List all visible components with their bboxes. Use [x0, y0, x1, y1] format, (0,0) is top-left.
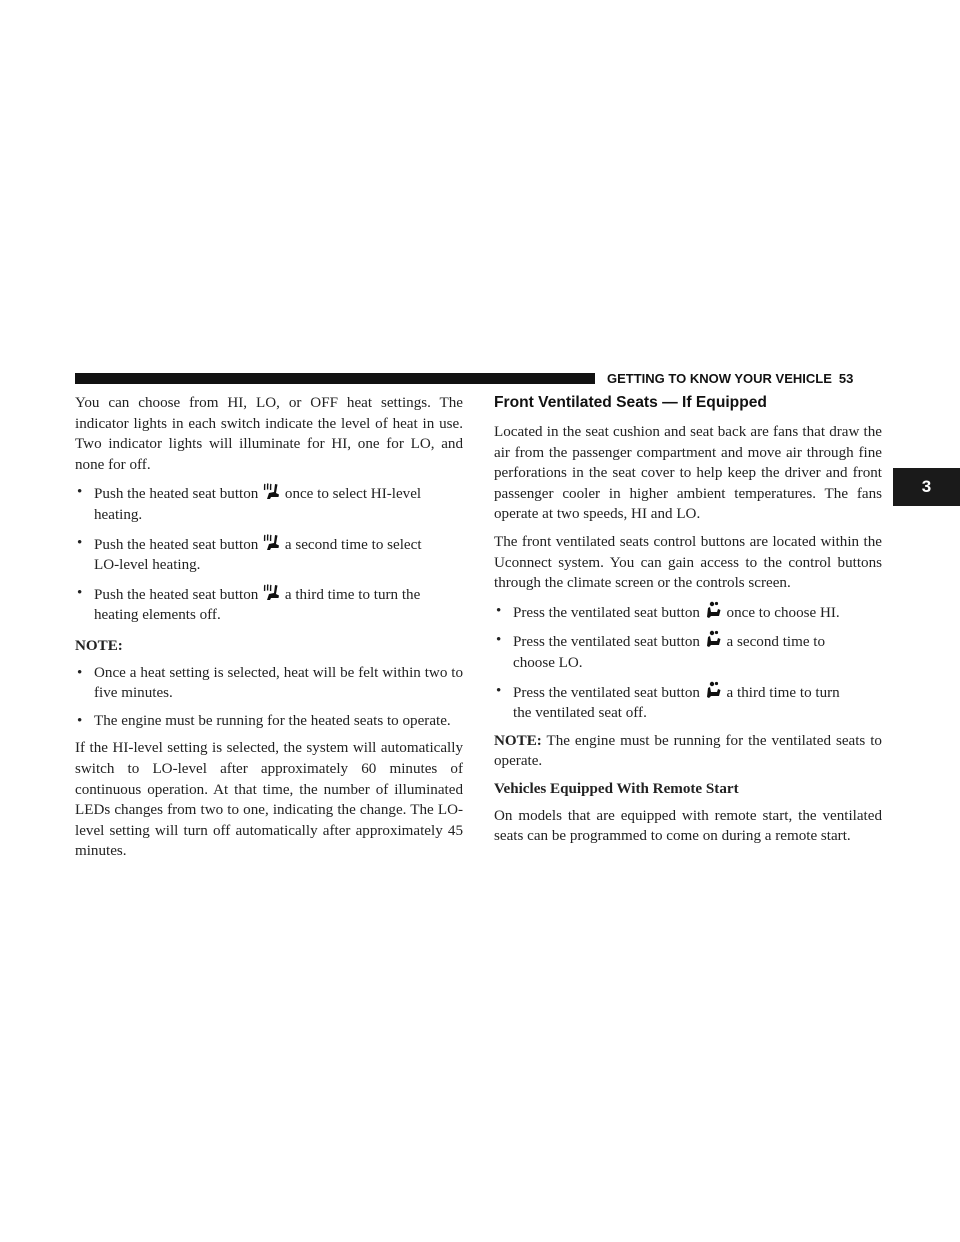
ventilated-seat-icon [705, 681, 722, 699]
heated-seat-icon [263, 533, 280, 551]
heated-bullet-3: • Push the heated seat button a third time to turn the heating elements off. [75, 583, 463, 626]
note-label: NOTE: [75, 637, 123, 654]
bullet-text: once to select HI-level [284, 486, 422, 503]
bullet-text: the ventilated seat off. [513, 705, 647, 722]
ventilated-seat-icon [705, 630, 722, 648]
right-column [494, 393, 882, 854]
page-number: 53 [838, 371, 854, 386]
bullet-text: a third time to turn the [284, 586, 421, 603]
heated-bullet-1: • Push the heated seat button once to select HI-level heating. [75, 482, 463, 525]
closing-paragraph: If the HI-level setting is selected, the system will automatically switch to LO-level after approximately 60 minutes of continuous operation. At that time, the number of illuminated LEDs changes from two to one, indicating the change. The LO-level setting will turn off automatically after approximately 45 minutes. [75, 740, 463, 860]
section-heading: Front Ventilated Seats — If Equipped [494, 394, 767, 411]
heated-seat-icon [263, 482, 280, 500]
bullet-text: Press the ventilated seat button [513, 634, 700, 651]
bullet-text: LO-level heating. [94, 557, 201, 574]
bullet-text: Press the ventilated seat button [513, 684, 700, 701]
bullet-text: heating. [94, 506, 143, 523]
bullet-text: Push the heated seat button [94, 586, 259, 603]
chapter-tab: 3 [893, 468, 960, 506]
page-header [75, 371, 960, 387]
ventilated-bullet-3: • Press the ventilated seat button a third time to turn the ventilated seat off. [494, 681, 882, 724]
bullet-text: The engine must be running for the heated seats to operate. [94, 712, 451, 729]
bullet-text: once to choose HI. [726, 604, 840, 621]
remote-start-paragraph: On models that are equipped with remote start, the ventilated seats can be programmed to come on during a remote start. [494, 807, 882, 845]
note-bullet-2: • The engine must be running for the heated seats to operate. [77, 712, 451, 729]
remote-start-subheading: Vehicles Equipped With Remote Start [494, 780, 739, 797]
intro-paragraph: You can choose from HI, LO, or OFF heat settings. The indicator lights in each switch indicate the level of heat in use. Two indicator lights will illuminate for HI, one for LO, and none for off. [75, 395, 463, 473]
ventilated-bullet-2: • Press the ventilated seat button a second time to choose LO. [494, 630, 882, 673]
ventilated-paragraph-2: The front ventilated seats control buttons are located within the Uconnect system. You can gain access to the control buttons through the climate screen or the controls screen. [494, 533, 882, 592]
header-rule [75, 373, 595, 384]
ventilated-bullet-1: • Press the ventilated seat button once to choose HI. [496, 602, 840, 621]
bullet-text: choose LO. [513, 654, 583, 671]
ventilated-paragraph-1: Located in the seat cushion and seat back are fans that draw the air from the passenger compartment and move air through fine perforations in the seat cover to help keep the driver and front passenger cooler in higher ambient temperatures. The fans operate at two speeds, HI and LO. [494, 424, 882, 523]
bullet-text: a second time to select [284, 536, 422, 553]
note-label: NOTE: [494, 732, 542, 749]
left-column [75, 393, 463, 869]
ventilated-seat-icon [705, 601, 722, 619]
ventilated-note [494, 731, 882, 772]
header-text [607, 371, 853, 387]
bullet-text: Push the heated seat button [94, 486, 259, 503]
bullet-text: Press the ventilated seat button [513, 604, 700, 621]
bullet-text: heating elements off. [94, 607, 221, 624]
bullet-text: Once a heat setting is selected, heat will be felt within two to five minutes. [94, 664, 463, 702]
heated-seat-icon [263, 583, 280, 601]
bullet-text: a second time to [726, 634, 826, 651]
heated-bullet-2: • Push the heated seat button a second time to select LO-level heating. [75, 533, 463, 576]
note-text: The engine must be running for the ventilated seats to operate. [494, 732, 882, 770]
note-bullet-1: • Once a heat setting is selected, heat will be felt within two to five minutes. [77, 664, 463, 702]
bullet-text: a third time to turn [726, 684, 840, 701]
bullet-text: Push the heated seat button [94, 536, 259, 553]
section-title: GETTING TO KNOW YOUR VEHICLE [607, 371, 832, 386]
